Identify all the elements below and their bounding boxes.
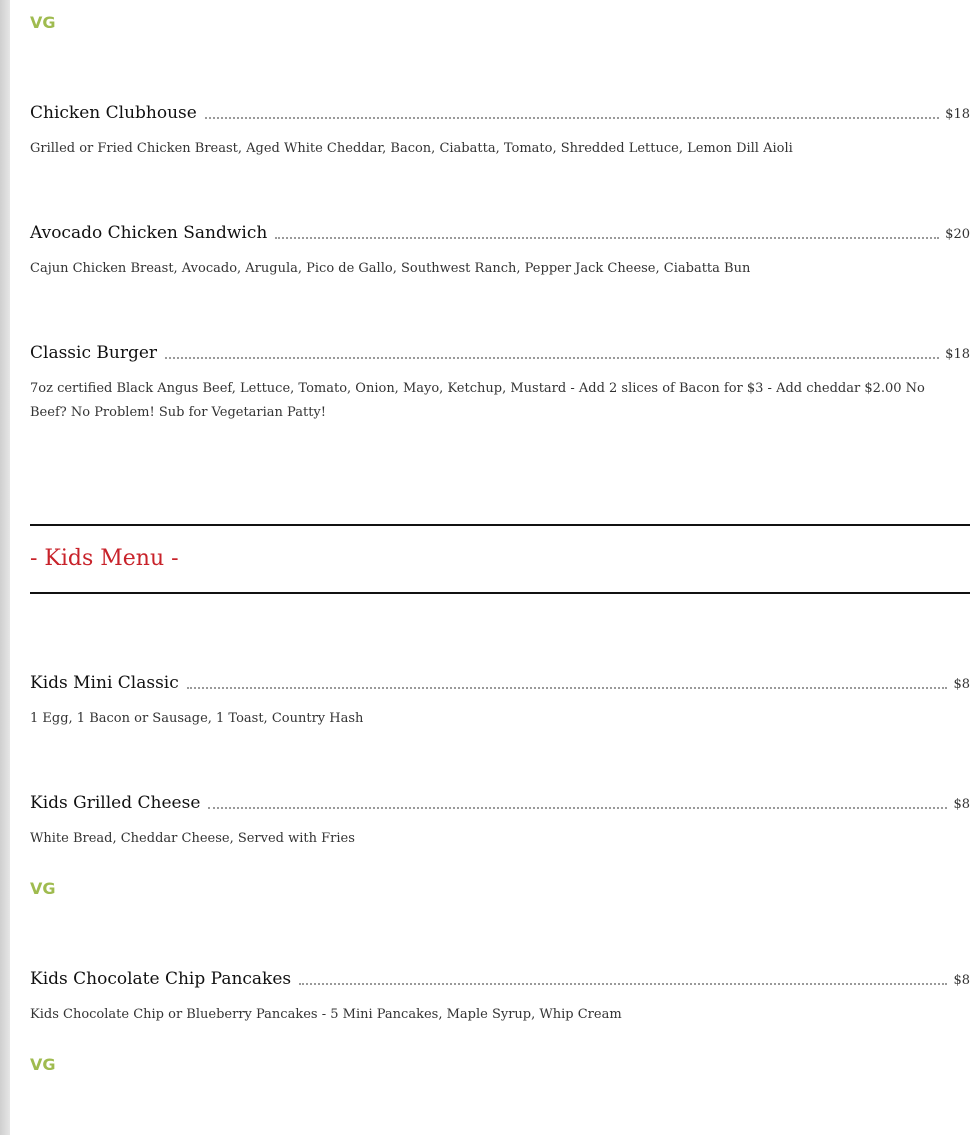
section-divider-bottom [30, 592, 970, 594]
page-edge-shadow [0, 0, 10, 1135]
menu-item-name: Chicken Clubhouse [30, 103, 197, 123]
section-title: - Kids Menu - [30, 546, 179, 571]
menu-item-header[interactable] [30, 336, 970, 364]
menu-item-header[interactable] [30, 216, 970, 244]
dotted-leader [275, 237, 939, 239]
menu-item-name: Kids Chocolate Chip Pancakes [30, 969, 292, 989]
menu-item-price: $20 [945, 227, 970, 242]
vegetarian-badge: VG [30, 879, 56, 898]
menu-item-description: Cajun Chicken Breast, Avocado, Arugula, Pico de Gallo, Southwest Ranch, Pepper Jack Cheese, Ciabatta Bun [30, 261, 751, 276]
dotted-leader [165, 357, 939, 359]
menu-item-name: Kids Mini Classic [30, 673, 179, 693]
menu-item-description: Kids Chocolate Chip or Blueberry Pancakes - 5 Mini Pancakes, Maple Syrup, Whip Cream [30, 1007, 622, 1022]
dotted-leader [299, 983, 947, 985]
dotted-leader [187, 687, 948, 689]
menu-item-header[interactable] [30, 96, 970, 124]
vegetarian-badge: VG [30, 13, 56, 32]
menu-item-price: $18 [945, 347, 970, 362]
dotted-leader [208, 807, 947, 809]
menu-item-header[interactable] [30, 786, 970, 814]
menu-item-description: 7oz certified Black Angus Beef, Lettuce, Tomato, Onion, Mayo, Ketchup, Mustard - Add 2 slices of Bacon for $3 - Add cheddar $2.00 No Beef? No Problem! Sub for Vegetarian Patty! [30, 381, 925, 420]
menu-item-price: $8 [953, 677, 970, 692]
menu-item-name: Avocado Chicken Sandwich [30, 223, 268, 243]
menu-item-name: Kids Grilled Cheese [30, 793, 201, 813]
menu-item-name: Classic Burger [30, 343, 158, 363]
menu-item-price: $8 [953, 973, 970, 988]
menu-item-header[interactable] [30, 666, 970, 694]
menu-item-description: 1 Egg, 1 Bacon or Sausage, 1 Toast, Country Hash [30, 711, 364, 726]
menu-item-header[interactable] [30, 962, 970, 990]
section-divider-top [30, 524, 970, 526]
dotted-leader [205, 117, 939, 119]
vegetarian-badge: VG [30, 1055, 56, 1074]
menu-item-description: Grilled or Fried Chicken Breast, Aged White Cheddar, Bacon, Ciabatta, Tomato, Shredded Lettuce, Lemon Dill Aioli [30, 141, 793, 156]
menu-item-price: $18 [945, 107, 970, 122]
menu-item-price: $8 [953, 797, 970, 812]
menu-item-description: White Bread, Cheddar Cheese, Served with Fries [30, 831, 355, 846]
